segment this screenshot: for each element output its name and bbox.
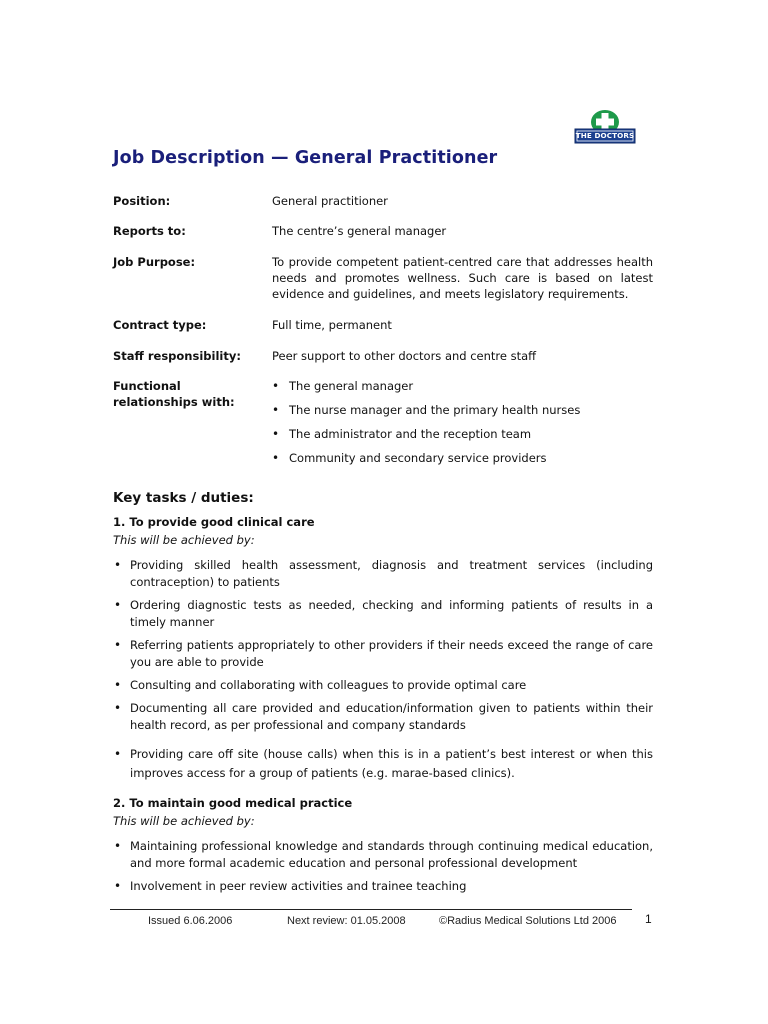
list-item: • Ordering diagnostic tests as needed, checking and informing patients of results in a timely manner [114, 598, 653, 629]
staff-responsibility-value: Peer support to other doctors and centre staff [272, 349, 537, 363]
footer-next-review: Next review: 01.05.2008 [287, 915, 406, 927]
task-text: Providing care off site (house calls) when this is in a patient’s best interest or when this improves access for a group of patients (e.g. marae-based clinics). [130, 747, 653, 780]
reports-to-label: Reports to: [113, 224, 186, 238]
task-text: Maintaining professional knowledge and standards through continuing medical education, and more formal academic education and personal professional development [130, 839, 653, 870]
medical-practice-task-list [113, 838, 653, 895]
list-item: • Maintaining professional knowledge and standards through continuing medical education, and more formal academic education and personal professional development [114, 839, 653, 870]
task-text: Ordering diagnostic tests as needed, checking and informing patients of results in a timely manner [130, 598, 653, 629]
info-row-reports-to [113, 223, 653, 254]
info-row-staff-responsibility [113, 348, 653, 378]
key-tasks-heading: Key tasks / duties: [113, 490, 254, 506]
info-row-contract-type [113, 317, 653, 348]
contract-type-label: Contract type: [113, 318, 207, 332]
job-info-table [113, 193, 653, 474]
achieved-by-text: This will be achieved by: [113, 814, 255, 828]
list-item: • Community and secondary service providers [272, 450, 653, 474]
info-row-functional-relationships [113, 378, 653, 474]
functional-relationships-list [272, 378, 653, 474]
contract-type-value: Full time, permanent [272, 318, 392, 332]
job-purpose-label: Job Purpose: [113, 255, 196, 269]
list-item: • Providing skilled health assessment, diagnosis and treatment services (including contraception) to patients [114, 558, 653, 589]
list-item: • Referring patients appropriately to other providers if their needs exceed the range of care you are able to provide [114, 638, 653, 669]
reports-to-value: The centre’s general manager [272, 224, 447, 238]
list-item: • Consulting and collaborating with colleagues to provide optimal care [114, 678, 527, 692]
functional-relationships-value [272, 378, 653, 474]
task-text: Documenting all care provided and education/information given to patients within their health record, as per professional and company standards [130, 701, 653, 732]
task-text: Consulting and collaborating with colleagues to provide optimal care [130, 678, 527, 692]
list-item: • The general manager [272, 378, 653, 402]
info-row-job-purpose [113, 254, 653, 317]
list-item: • The nurse manager and the primary health nurses [272, 402, 653, 426]
logo-text: THE DOCTORS [575, 131, 635, 140]
position-value: General practitioner [272, 194, 388, 208]
footer-copyright: ©Radius Medical Solutions Ltd 2006 [439, 915, 617, 927]
list-item: • Documenting all care provided and education/information given to patients within their health record, as per professional and company standards [114, 701, 653, 732]
section-title-medical-practice: 2. To maintain good medical practice [113, 796, 353, 810]
staff-responsibility-label: Staff responsibility: [113, 349, 241, 363]
section-title-clinical-care: 1. To provide good clinical care [113, 515, 315, 529]
page-number: 1 [645, 912, 652, 926]
list-item: • Involvement in peer review activities and trainee teaching [114, 879, 467, 893]
achieved-by-text: This will be achieved by: [113, 533, 255, 547]
task-text: Involvement in peer review activities and trainee teaching [130, 879, 467, 893]
info-row-position [113, 193, 653, 223]
list-item: • Providing care off site (house calls) when this is in a patient’s best interest or when this improves access for a group of patients (e.g. marae-based clinics). [114, 747, 653, 780]
footer-divider [110, 909, 632, 910]
functional-relationships-label: Functional relationships with: [113, 379, 235, 409]
clinical-care-task-list [113, 557, 653, 783]
task-text: Referring patients appropriately to other providers if their needs exceed the range of care you are able to provide [130, 638, 653, 669]
position-label: Position: [113, 194, 171, 208]
task-text: Providing skilled health assessment, diagnosis and treatment services (including contraception) to patients [130, 558, 653, 589]
list-item: • The administrator and the reception team [272, 426, 653, 450]
job-purpose-value: To provide competent patient-centred care that addresses health needs and promotes wellness. Such care is based on latest evidence and guidelines, and meets legislatory requirements. [272, 255, 653, 301]
company-logo [574, 110, 636, 146]
doctors-cross-logo-icon [574, 110, 636, 146]
footer-issued: Issued 6.06.2006 [148, 915, 233, 927]
page-title: Job Description — General Practitioner [113, 148, 498, 168]
